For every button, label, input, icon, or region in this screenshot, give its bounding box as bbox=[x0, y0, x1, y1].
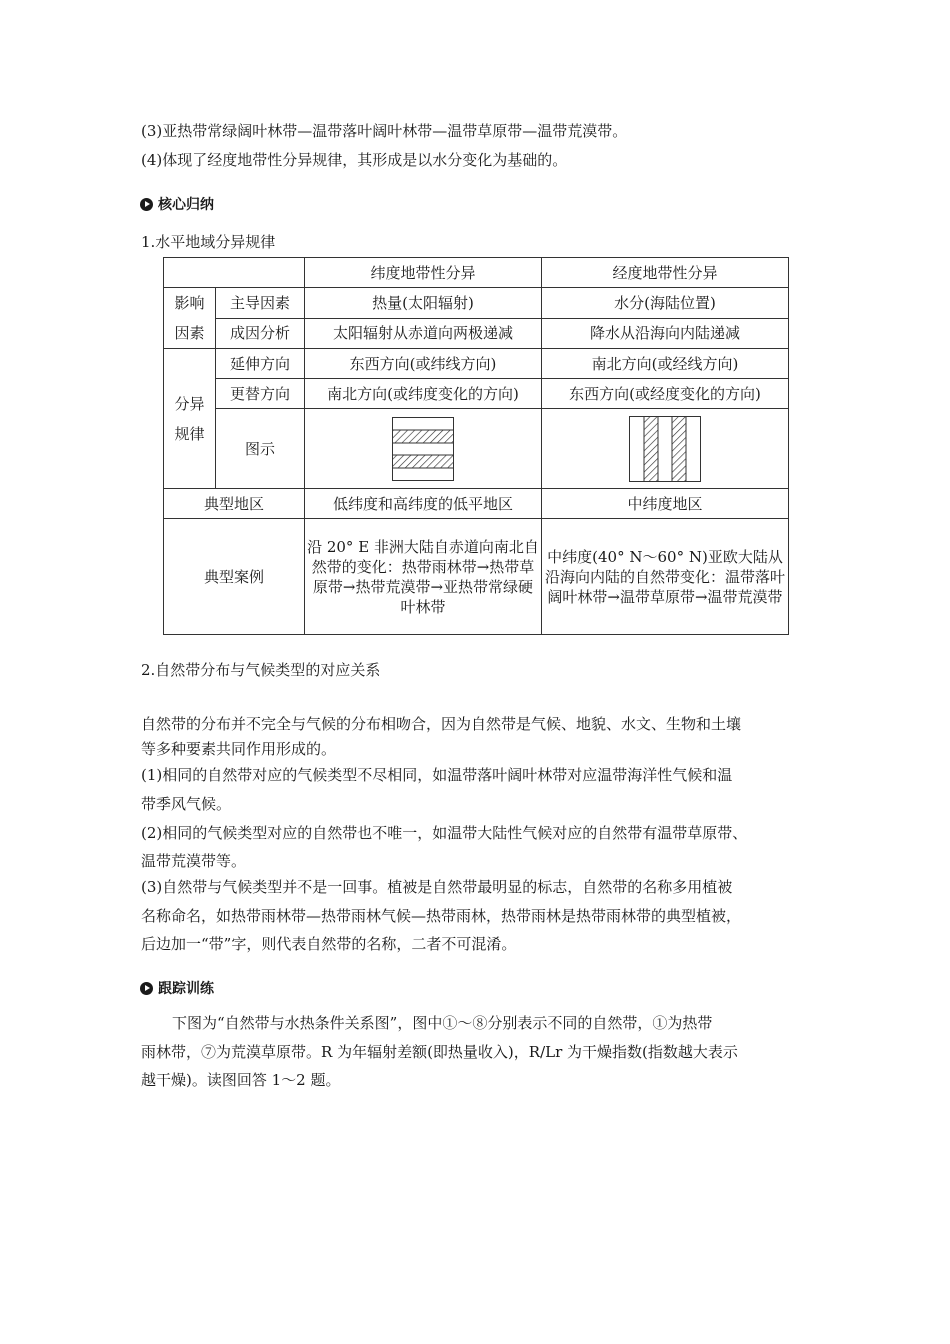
paragraph-line: 自然带的分布并不完全与气候的分布相吻合，因为自然带是气候、地貌、水文、生物和土壤 bbox=[141, 715, 742, 733]
header-blank-cell bbox=[164, 258, 305, 288]
group-factors bbox=[164, 288, 216, 349]
top-item-3: (3)亚热带常绿阔叶林带—温带落叶阔叶林带—温带草原带—温带荒漠带。 bbox=[141, 122, 628, 140]
diagram-longitudinal-cell bbox=[542, 409, 789, 489]
cell-lon-case: 中纬度(40° N～60° N)亚欧大陆从沿海向内陆的自然带变化：温带落叶阔叶林带→温带草原带→温带荒漠带 bbox=[542, 519, 789, 635]
cell-lon: 南北方向(或经线方向) bbox=[542, 349, 789, 379]
zonation-table bbox=[163, 257, 789, 635]
exercise-line: 下图为“自然带与水热条件关系图”，图中①～⑧分别表示不同的自然带，①为热带 bbox=[172, 1014, 713, 1032]
cell-lon: 中纬度地区 bbox=[542, 489, 789, 519]
paragraph-line: 后边加一“带”字，则代表自然带的名称，二者不可混淆。 bbox=[141, 935, 517, 953]
section-title: 核心归纳 bbox=[158, 197, 214, 213]
table-row bbox=[164, 318, 789, 349]
row-label: 典型案例 bbox=[164, 519, 305, 635]
table-row bbox=[164, 349, 789, 379]
row-label: 成因分析 bbox=[216, 318, 305, 349]
cell-lon: 东西方向(或经度变化的方向) bbox=[542, 379, 789, 409]
table-row bbox=[164, 288, 789, 319]
top-item-4: (4)体现了经度地带性分异规律，其形成是以水分变化为基础的。 bbox=[141, 151, 568, 169]
paragraph-line: (3)自然带与气候类型并不是一回事。植被是自然带最明显的标志，自然带的名称多用植被 bbox=[141, 878, 733, 896]
diagram-latitudinal-cell bbox=[305, 409, 542, 489]
group-patterns bbox=[164, 349, 216, 489]
table-title: 1.水平地域分异规律 bbox=[141, 233, 276, 251]
cell-lat: 东西方向(或纬线方向) bbox=[305, 349, 542, 379]
cell-lat: 南北方向(或纬度变化的方向) bbox=[305, 379, 542, 409]
paragraph-line: 名称命名，如热带雨林带—热带雨林气候—热带雨林，热带雨林是热带雨林带的典型植被， bbox=[141, 907, 742, 925]
latitudinal-bands-diagram bbox=[392, 417, 454, 481]
cell-lat: 低纬度和高纬度的低平地区 bbox=[305, 489, 542, 519]
group-patterns-line1: 分异 bbox=[174, 394, 205, 413]
table-row bbox=[164, 379, 789, 409]
cell-lat: 太阳辐射从赤道向两极递减 bbox=[305, 318, 542, 349]
cell-lat: 热量(太阳辐射) bbox=[305, 288, 542, 319]
group-factors-line2: 因素 bbox=[174, 324, 205, 342]
table-row-diagram bbox=[164, 409, 789, 489]
paragraph-line: 温带荒漠带等。 bbox=[141, 852, 247, 870]
paragraph-line: (1)相同的自然带对应的气候类型不尽相同，如温带落叶阔叶林带对应温带海洋性气候和温 bbox=[141, 766, 733, 784]
subsection-title-2: 2.自然带分布与气候类型的对应关系 bbox=[141, 661, 381, 679]
cell-lon: 水分(海陆位置) bbox=[542, 288, 789, 319]
exercise-line: 雨林带，⑦为荒漠草原带。R 为年辐射差额(即热量收入)，R/Lr 为干燥指数(指数越大表示 bbox=[141, 1043, 738, 1061]
group-patterns-line2: 规律 bbox=[174, 424, 205, 443]
longitudinal-bands-diagram bbox=[629, 416, 701, 482]
paragraph-line: 带季风气候。 bbox=[141, 795, 232, 813]
cell-lon: 降水从沿海向内陆递减 bbox=[542, 318, 789, 349]
paragraph-line: 等多种要素共同作用形成的。 bbox=[141, 740, 337, 758]
header-longitudinal: 经度地带性分异 bbox=[542, 258, 789, 288]
paragraph-line: (2)相同的气候类型对应的自然带也不唯一，如温带大陆性气候对应的自然带有温带草原带、 bbox=[141, 824, 748, 842]
row-label: 图示 bbox=[216, 409, 305, 489]
row-label: 主导因素 bbox=[216, 288, 305, 319]
section-title: 跟踪训练 bbox=[158, 981, 214, 997]
play-circle-icon bbox=[140, 198, 153, 211]
table-row-case bbox=[164, 519, 789, 635]
play-circle-icon bbox=[140, 982, 153, 995]
table-header-row bbox=[164, 258, 789, 288]
header-latitudinal: 纬度地带性分异 bbox=[305, 258, 542, 288]
table-row bbox=[164, 489, 789, 519]
exercise-line: 越干燥)。读图回答 1～2 题。 bbox=[141, 1071, 341, 1089]
row-label: 典型地区 bbox=[164, 489, 305, 519]
row-label: 更替方向 bbox=[216, 379, 305, 409]
group-factors-line1: 影响 bbox=[174, 294, 205, 312]
row-label: 延伸方向 bbox=[216, 349, 305, 379]
cell-lat-case: 沿 20° E 非洲大陆自赤道向南北自然带的变化：热带雨林带→热带草原带→热带荒漠带→亚热带常绿硬叶林带 bbox=[305, 519, 542, 635]
section-header-practice bbox=[140, 978, 214, 998]
section-header-core bbox=[140, 194, 214, 214]
